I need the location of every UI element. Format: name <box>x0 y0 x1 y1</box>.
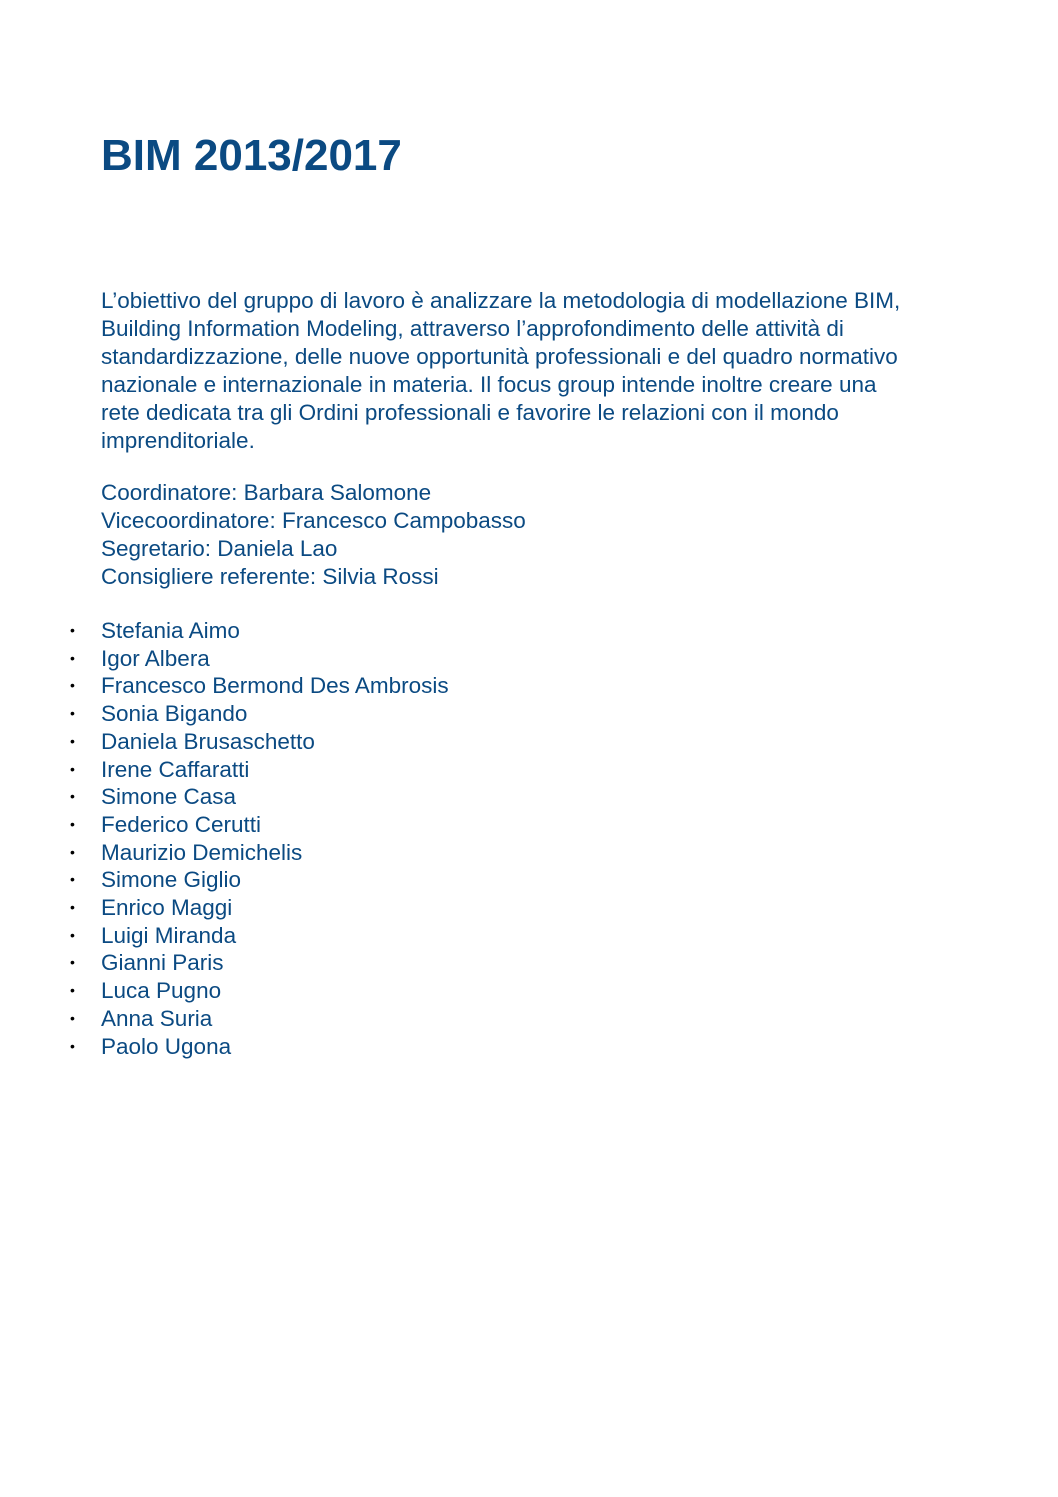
member-name: Simone Casa <box>101 784 237 810</box>
member-name: Stefania Aimo <box>101 618 240 643</box>
list-item <box>70 922 449 950</box>
member-name: Enrico Maggi <box>101 895 233 921</box>
intro-line: nazionale e internazionale in materia. Il focus group intende inoltre creare una <box>101 372 877 397</box>
intro-line: Building Information Modeling, attraverso l’approfondimento delle attività di <box>101 316 844 341</box>
bullet-icon: • <box>70 677 75 694</box>
intro-line: imprenditoriale. <box>101 428 255 453</box>
role-coordinator: Coordinatore: Barbara Salomone <box>101 480 432 505</box>
member-name: Igor Albera <box>101 645 210 671</box>
member-name: Sonia Bigando <box>101 701 248 727</box>
bullet-icon: • <box>70 982 75 999</box>
member-name: Gianni Paris <box>101 950 224 976</box>
member-name: Irene Caffaratti <box>101 756 250 782</box>
list-item <box>70 894 449 922</box>
list-item <box>70 839 449 867</box>
member-name: Simone Giglio <box>101 867 242 893</box>
list-item <box>70 811 449 839</box>
member-name: Anna Suria <box>101 1005 213 1031</box>
intro-line: standardizzazione, delle nuove opportunità professionali e del quadro normativo <box>101 344 898 369</box>
list-item <box>70 1005 449 1033</box>
list-item <box>70 617 449 645</box>
role-secretary: Segretario: Daniela Lao <box>101 536 338 561</box>
roles-list <box>101 479 526 591</box>
page-title: BIM 2013/2017 <box>101 131 402 180</box>
list-item <box>70 1033 449 1061</box>
bullet-icon: • <box>70 732 75 749</box>
list-item <box>70 949 449 977</box>
list-item <box>70 756 449 784</box>
bullet-icon: • <box>70 843 75 860</box>
bullet-icon: • <box>70 705 75 722</box>
bullet-icon: • <box>70 815 75 832</box>
bullet-icon: • <box>70 622 75 638</box>
member-name: Daniela Brusaschetto <box>101 728 315 754</box>
intro-line: rete dedicata tra gli Ordini professionali e favorire le relazioni con il mondo <box>101 400 839 425</box>
intro-line: L’obiettivo del gruppo di lavoro è analizzare la metodologia di modellazione BIM, <box>101 288 901 313</box>
bullet-icon: • <box>70 1009 75 1026</box>
bullet-icon: • <box>70 649 75 666</box>
bullet-icon: • <box>70 954 75 971</box>
list-item <box>70 977 449 1005</box>
list-item <box>70 866 449 894</box>
bullet-icon: • <box>70 871 75 888</box>
bullet-icon: • <box>70 760 75 777</box>
list-item <box>70 700 449 728</box>
list-item <box>70 645 449 673</box>
member-name: Federico Cerutti <box>101 811 262 837</box>
list-item <box>70 672 449 700</box>
bullet-icon: • <box>70 926 75 943</box>
member-name: Francesco Bermond Des Ambrosis <box>101 673 449 699</box>
bullet-icon: • <box>70 1037 75 1054</box>
bullet-icon: • <box>70 899 75 916</box>
role-vicecoordinator: Vicecoordinatore: Francesco Campobasso <box>101 508 526 533</box>
member-name: Luca Pugno <box>101 978 222 1004</box>
intro-paragraph <box>101 287 981 455</box>
list-item <box>70 783 449 811</box>
member-name: Paolo Ugona <box>101 1033 232 1059</box>
role-referent-councillor: Consigliere referente: Silvia Rossi <box>101 564 439 589</box>
members-list <box>70 617 449 1060</box>
member-name: Luigi Miranda <box>101 922 237 948</box>
bullet-icon: • <box>70 788 75 805</box>
list-item <box>70 728 449 756</box>
member-name: Maurizio Demichelis <box>101 839 303 865</box>
